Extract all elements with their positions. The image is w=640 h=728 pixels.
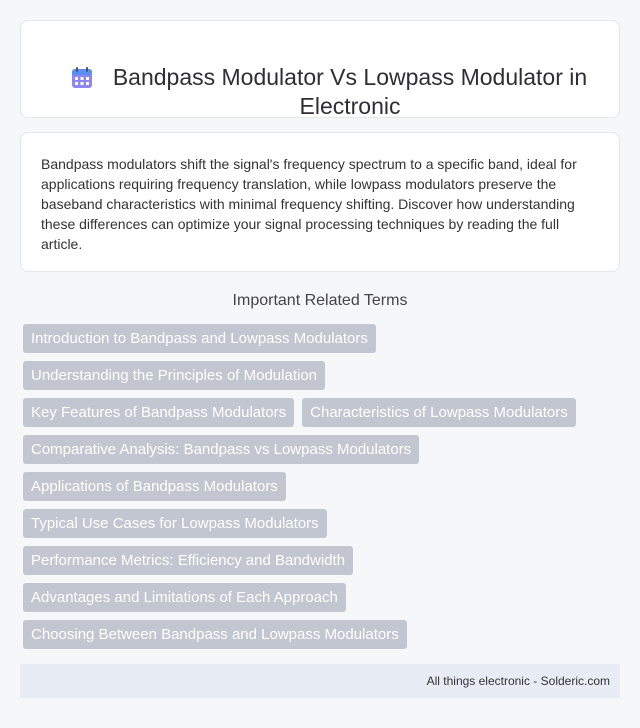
related-term-tag[interactable]: Characteristics of Lowpass Modulators — [302, 398, 576, 427]
related-term-tag[interactable]: Typical Use Cases for Lowpass Modulators — [23, 509, 327, 538]
related-term-tag[interactable]: Choosing Between Bandpass and Lowpass Modulators — [23, 620, 407, 649]
title-card — [20, 20, 620, 118]
summary-text: Bandpass modulators shift the signal's frequency spectrum to a specific band, ideal for applications requiring frequency translation, while lowpass modulators preserve the baseband characteristics with minimal frequency shifting. Discover how understanding these differences can optimize your signal processing techniques by reading the full article. — [41, 156, 577, 252]
related-terms-list — [23, 324, 623, 657]
footer-text: All things electronic - Solderic.com — [426, 674, 610, 688]
related-terms-heading: Important Related Terms — [232, 292, 408, 309]
related-term-tag[interactable]: Key Features of Bandpass Modulators — [23, 398, 294, 427]
related-term-tag[interactable]: Comparative Analysis: Bandpass vs Lowpass Modulators — [23, 435, 419, 464]
summary-card — [20, 132, 620, 272]
page-title: Bandpass Modulator Vs Lowpass Modulator in Electronic — [112, 64, 588, 119]
related-term-tag[interactable]: Understanding the Principles of Modulation — [23, 361, 325, 390]
calendar-icon — [71, 67, 93, 89]
footer — [20, 664, 620, 698]
related-term-tag[interactable]: Applications of Bandpass Modulators — [23, 472, 286, 501]
related-term-tag[interactable]: Introduction to Bandpass and Lowpass Modulators — [23, 324, 376, 353]
related-term-tag[interactable]: Performance Metrics: Efficiency and Bandwidth — [23, 546, 353, 575]
related-term-tag[interactable]: Advantages and Limitations of Each Approach — [23, 583, 346, 612]
